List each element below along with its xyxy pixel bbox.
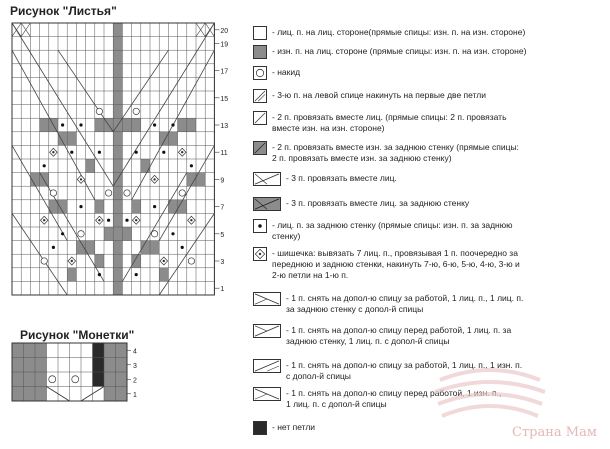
legend-text-line: - 2 п. провязать вместе изн. за заднюю стенку (прямые спицы: xyxy=(272,142,519,152)
purl-cell xyxy=(24,343,36,358)
circle-icon xyxy=(253,66,267,80)
legend-text-line: 2-ю петли на 1-ю п. xyxy=(272,270,349,280)
no-stitch-cell xyxy=(93,372,105,387)
diamond-icon xyxy=(253,247,267,261)
yarn-over-symbol xyxy=(72,376,79,383)
row-number-13: 13 xyxy=(220,123,229,130)
legend-text-line: - 1 п. снять на допол-ю спицу за работой, 1 лиц. п., 1 лиц. п. xyxy=(286,293,524,303)
legend-item xyxy=(253,292,523,315)
legend-item xyxy=(253,66,300,80)
purl-cell xyxy=(35,358,47,373)
cross-purl-front-icon xyxy=(253,387,281,401)
legend-text xyxy=(286,173,397,184)
legend-text-line: - 2 п. провязать вместе лиц. (прямые спицы: 2 п. провязать xyxy=(272,112,507,122)
legend-text-line: с допол-й спицы xyxy=(286,371,351,381)
legend-text xyxy=(272,27,525,38)
legend-item xyxy=(253,45,526,59)
legend-text xyxy=(272,90,486,101)
legend-text-line: - нет петли xyxy=(272,422,316,432)
purl-cell xyxy=(104,387,116,402)
legend-text xyxy=(272,248,520,281)
legend-text xyxy=(272,142,519,164)
purl-cell xyxy=(116,358,128,373)
purl-cell xyxy=(24,387,36,402)
slash-right-icon xyxy=(253,89,267,103)
triple-left-icon xyxy=(253,172,281,186)
legend-text-line: вместе изн. на изн. стороне) xyxy=(272,123,385,133)
black-square-icon xyxy=(253,421,267,435)
legend-text-line: - 3-ю п. на левой спице накинуть на первые две петли xyxy=(272,90,487,100)
purl-cell xyxy=(24,372,36,387)
purl-cell xyxy=(35,387,47,402)
legend-item xyxy=(253,197,469,211)
yarn-over-symbol xyxy=(49,376,56,383)
legend-item xyxy=(253,111,507,134)
legend-text-line: - 1 п. снять на допол-ю спицу за работой, 1 лиц. п., 1 изн. п. xyxy=(286,360,523,370)
row-number-1: 1 xyxy=(220,286,225,294)
legend-item xyxy=(253,141,519,164)
legend-text-line: за заднюю стенку с допол-й спицы xyxy=(286,304,424,314)
legend-text-line: 2 п. провязать вместе изн. за заднюю стенку) xyxy=(272,153,452,163)
row-number-3: 3 xyxy=(220,259,225,266)
legend-text-line: - лиц. п. на лиц. стороне(прямые спицы: изн. п. на изн. стороне) xyxy=(272,27,526,37)
row-number-15: 15 xyxy=(220,95,229,103)
watermark-logo-stripes xyxy=(430,360,550,430)
legend-text xyxy=(272,422,315,433)
legend-item xyxy=(253,26,525,40)
coins-chart xyxy=(0,0,250,449)
legend-text-line: - 1 п. снять на допол-ю спицу перед работой, 1 лиц. п. за xyxy=(286,325,512,335)
dot-icon xyxy=(253,219,267,233)
purl-cell xyxy=(12,372,24,387)
legend-text-line: стенку) xyxy=(272,231,301,241)
legend-text-line: - 3 п. провязать вместе лиц. за заднюю стенку xyxy=(286,198,470,208)
legend-item xyxy=(253,421,315,435)
row-number-2: 2 xyxy=(133,377,137,385)
purl-cell xyxy=(12,343,24,358)
legend-text-line: заднюю стенку, 1 лиц. п. с допол-й спицы xyxy=(286,336,450,346)
cross-behind-icon xyxy=(253,292,281,306)
cross-purl-behind-icon xyxy=(253,359,281,373)
row-number-11: 11 xyxy=(220,150,228,158)
purl-cell xyxy=(104,343,116,358)
no-stitch-cell xyxy=(93,358,105,373)
figure1-title: Рисунок "Листья" xyxy=(10,4,117,18)
purl-cell xyxy=(24,358,36,373)
cross-front-icon xyxy=(253,324,281,338)
row-number-19: 19 xyxy=(220,41,229,49)
legend-item xyxy=(253,324,511,347)
legend-text-line: - накид xyxy=(272,67,301,77)
purl-cell xyxy=(116,343,128,358)
legend-text xyxy=(272,67,300,78)
triple-gray-icon xyxy=(253,197,281,211)
figure2-title: Рисунок "Монетки" xyxy=(20,328,135,342)
purl-cell xyxy=(116,387,128,402)
legend-text-line: - шишечка: вывязать 7 лиц. п., провязывая 1 п. поочередно за xyxy=(272,248,518,258)
watermark-brand: Страна Мам xyxy=(512,425,597,440)
legend-text xyxy=(272,112,507,134)
row-number-20: 20 xyxy=(220,27,229,35)
legend-text-line: - 1 п. снять на допол-ю спицу перед работой, 1 изн. п., xyxy=(286,388,502,398)
legend-text xyxy=(272,46,526,57)
legend-text-line: переднюю и заднюю стенки, накинуть 7-ю, 6-ю, 5-ю, 4-ю, 3-ю и xyxy=(272,259,520,269)
purl-cell xyxy=(35,343,47,358)
legend-text xyxy=(272,220,513,242)
empty-square-icon xyxy=(253,26,267,40)
row-number-7: 7 xyxy=(220,204,225,212)
slash-left-right-icon xyxy=(253,111,267,125)
row-number-9: 9 xyxy=(220,177,225,185)
legend-text xyxy=(286,198,469,209)
row-number-17: 17 xyxy=(220,68,229,76)
no-stitch-cell xyxy=(93,343,105,358)
purl-cell xyxy=(35,372,47,387)
gray-slash-icon xyxy=(253,141,267,155)
purl-cell xyxy=(12,358,24,373)
legend-text xyxy=(286,293,523,315)
purl-cell xyxy=(116,372,128,387)
legend-item xyxy=(253,89,486,103)
row-number-3: 3 xyxy=(133,362,137,370)
row-number-5: 5 xyxy=(220,231,225,239)
legend-text xyxy=(286,325,511,347)
row-number-1: 1 xyxy=(133,391,137,399)
legend-item xyxy=(253,219,513,242)
legend-text-line: - 3 п. провязать вместе лиц. xyxy=(286,173,397,183)
gray-square-icon xyxy=(253,45,267,59)
row-number-4: 4 xyxy=(133,348,137,356)
legend-text-line: - лиц. п. за заднюю стенку (прямые спицы: изн. п. за заднюю xyxy=(272,220,513,230)
purl-cell xyxy=(104,372,116,387)
legend-item xyxy=(253,247,520,281)
legend-item xyxy=(253,172,397,186)
purl-cell xyxy=(12,387,24,402)
purl-cell xyxy=(104,358,116,373)
legend-text-line: - изн. п. на лиц. стороне (прямые спицы: изн. п. на изн. стороне) xyxy=(272,46,527,56)
legend-text-line: 1 лиц. п. с допол-й спицы xyxy=(286,399,387,409)
